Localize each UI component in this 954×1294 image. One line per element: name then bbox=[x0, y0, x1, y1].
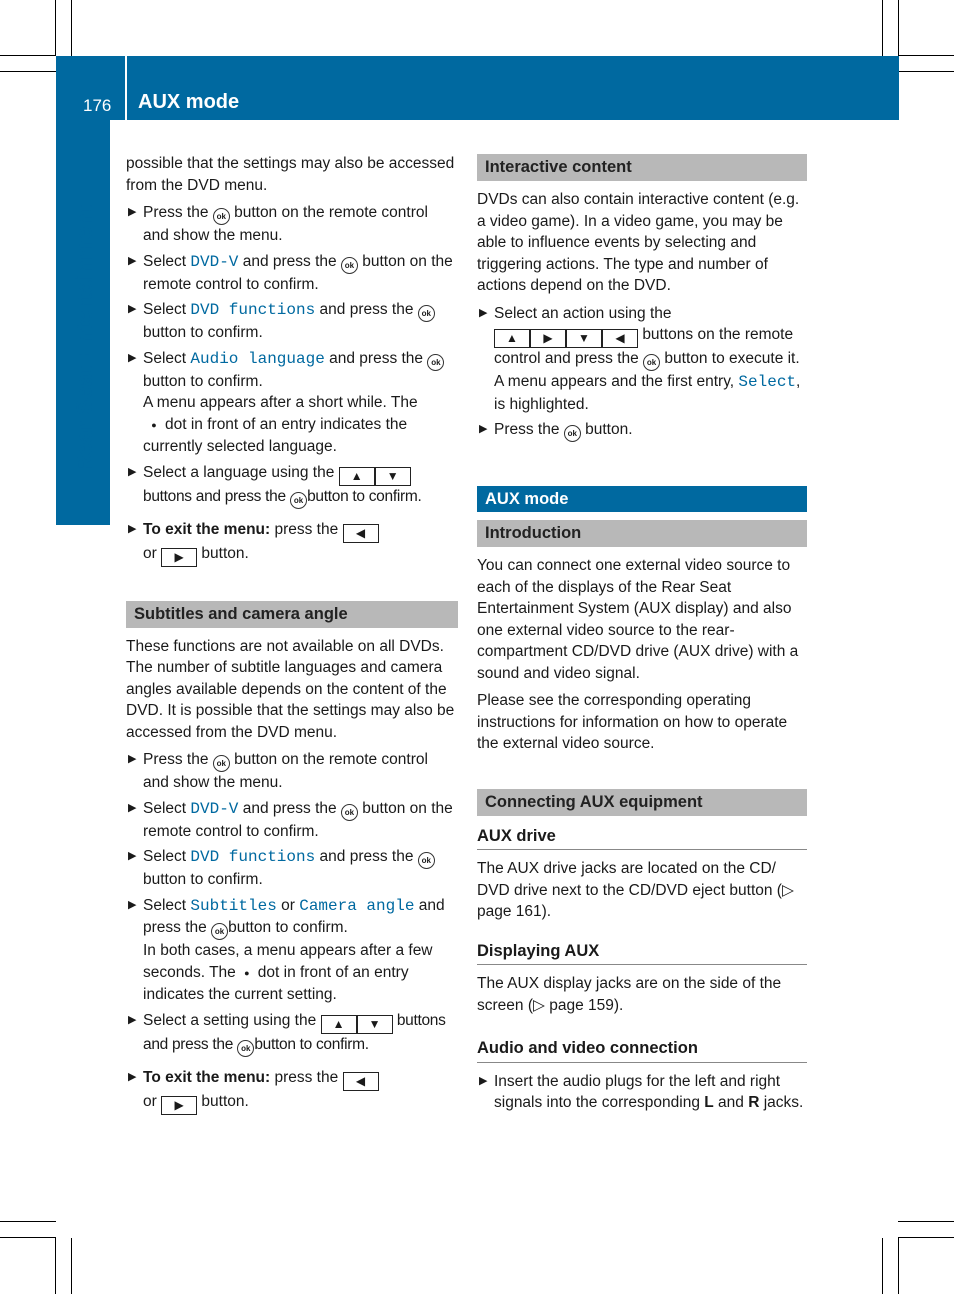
step-triangle-icon: ▶ bbox=[128, 351, 137, 364]
menu-item-code: Select bbox=[738, 373, 797, 391]
right-key-icon: ▶ bbox=[161, 548, 197, 567]
section-heading-main: AUX mode bbox=[477, 486, 807, 512]
crop-mark bbox=[898, 1237, 954, 1238]
crop-mark bbox=[71, 0, 72, 56]
ok-button-icon: ok bbox=[564, 425, 581, 442]
ok-button-icon: ok bbox=[290, 492, 307, 509]
step: ▶ Select DVD functions and press the ok button to confirm. bbox=[126, 846, 458, 891]
down-key-icon: ▼ bbox=[357, 1015, 393, 1034]
step: ▶ Select a setting using the ▲ ▼ buttons and press the ok button to confirm. bbox=[126, 1010, 458, 1057]
paragraph: The AUX display jacks are on the side of the screen (▷ page 159). bbox=[477, 975, 782, 1014]
crop-mark bbox=[0, 71, 56, 72]
step: ▶ Select DVD-V and press the ok button on the remote control to confirm. bbox=[128, 252, 453, 293]
left-column bbox=[126, 153, 458, 1119]
step-triangle-icon: ▶ bbox=[128, 522, 137, 535]
menu-item-code: Subtitles bbox=[190, 896, 277, 915]
subheading: Audio and video connection bbox=[477, 1038, 807, 1063]
step: ▶ Press the ok button on the remote control and show the menu. bbox=[128, 204, 428, 244]
crop-mark bbox=[898, 71, 954, 72]
ok-button-icon: ok bbox=[211, 923, 228, 940]
step-triangle-icon: ▶ bbox=[128, 753, 137, 765]
ok-button-icon: ok bbox=[213, 208, 230, 225]
page-title: AUX mode bbox=[138, 91, 240, 113]
paragraph: Please see the corresponding operating instructions for information on how to operate the external video source. bbox=[477, 692, 788, 752]
crop-mark bbox=[898, 1238, 899, 1294]
crop-mark bbox=[55, 0, 56, 56]
side-section-label: Rear Seat Entertainment bbox=[71, 204, 97, 472]
menu-item-code: DVD-V bbox=[190, 799, 239, 818]
step-triangle-icon: ▶ bbox=[128, 898, 137, 911]
menu-item-code: DVD functions bbox=[190, 301, 316, 319]
menu-item-code: Camera angle bbox=[299, 896, 415, 915]
up-key-icon: ▲ bbox=[494, 329, 530, 348]
step-triangle-icon: ▶ bbox=[479, 1074, 488, 1087]
page-number: 176 bbox=[83, 96, 112, 115]
crop-mark bbox=[55, 1238, 56, 1294]
step-triangle-icon: ▶ bbox=[128, 850, 137, 862]
ok-button-icon: ok bbox=[237, 1040, 254, 1057]
menu-item-code: Audio language bbox=[190, 349, 325, 368]
step: ▶ Select Subtitles or Camera angle and press the ok button to confirm. In both cases, a menu appears after a few seconds. The ● dot in front of an entry indicates the current setting. bbox=[128, 896, 445, 1003]
left-key-icon: ◀ bbox=[343, 1072, 379, 1091]
crop-mark bbox=[898, 55, 954, 56]
paragraph: You can connect one external video source to each of the displays of the Rear Seat Entertainment System (AUX display) and also one external video source to the rear-compartment CD/DVD drive (AUX drive) with a sound and video signal. bbox=[477, 557, 799, 682]
step: ▶ Select DVD-V and press the ok button on the remote control to confirm. bbox=[128, 799, 453, 840]
right-key-icon: ▶ bbox=[530, 329, 566, 348]
step: ▶ Press the ok button. bbox=[477, 419, 807, 442]
paragraph: These functions are not available on all DVDs. The number of subtitle languages and camera angles available depends on the content of the DVD. It is possible that the settings may also be accessed from the DVD menu. bbox=[126, 637, 455, 741]
ok-button-icon: ok bbox=[427, 354, 444, 371]
crop-mark bbox=[882, 1238, 883, 1294]
subheading: Displaying AUX bbox=[477, 941, 807, 966]
ok-button-icon: ok bbox=[418, 852, 435, 869]
step: ▶ Insert the audio plugs for the left and right signals into the corresponding L and R jacks. bbox=[479, 1072, 804, 1111]
crop-mark bbox=[71, 1238, 72, 1294]
subheading: AUX drive bbox=[477, 826, 807, 851]
step-triangle-icon: ▶ bbox=[128, 1070, 137, 1083]
right-column bbox=[477, 154, 807, 1118]
intro-text: possible that the settings may also be accessed from the DVD menu. bbox=[126, 155, 455, 194]
up-key-icon: ▲ bbox=[339, 467, 375, 486]
section-heading: Interactive content bbox=[477, 154, 807, 181]
ok-button-icon: ok bbox=[643, 354, 660, 371]
step-triangle-icon: ▶ bbox=[128, 206, 137, 218]
paragraph: The AUX drive jacks are located on the CD/ DVD drive next to the CD/DVD eject button (▷ page 161). bbox=[477, 860, 794, 920]
step-triangle-icon: ▶ bbox=[128, 801, 137, 814]
ok-button-icon: ok bbox=[213, 755, 230, 772]
header-divider bbox=[125, 56, 127, 120]
step-triangle-icon: ▶ bbox=[128, 254, 137, 267]
down-key-icon: ▼ bbox=[375, 467, 411, 486]
ok-button-icon: ok bbox=[341, 257, 358, 274]
step: ▶ To exit the menu: press the ◀ or ▶ button. bbox=[126, 1067, 458, 1115]
section-heading: Introduction bbox=[477, 520, 807, 547]
step-triangle-icon: ▶ bbox=[128, 303, 137, 315]
left-key-icon: ◀ bbox=[602, 329, 638, 348]
crop-mark bbox=[0, 1237, 56, 1238]
crop-mark bbox=[0, 55, 56, 56]
step-triangle-icon: ▶ bbox=[128, 1013, 137, 1026]
section-heading: Subtitles and camera angle bbox=[126, 601, 458, 628]
left-key-icon: ◀ bbox=[343, 524, 379, 543]
right-key-icon: ▶ bbox=[161, 1096, 197, 1115]
paragraph: DVDs can also contain interactive content (e.g. a video game). In a video game, you may be able to influence events by selecting and triggering actions. The type and number of actions depend on the DVD. bbox=[477, 191, 800, 294]
step: ▶ Select DVD functions and press the ok button to confirm. bbox=[126, 299, 458, 344]
up-key-icon: ▲ bbox=[321, 1015, 357, 1034]
step: ▶ To exit the menu: press the ◀ or ▶ button. bbox=[126, 519, 458, 567]
bullet-icon: ● bbox=[151, 419, 157, 430]
menu-item-code: DVD-V bbox=[190, 252, 239, 271]
step-triangle-icon: ▶ bbox=[128, 465, 137, 478]
crop-mark bbox=[898, 0, 899, 56]
down-key-icon: ▼ bbox=[566, 329, 602, 348]
bullet-icon: ● bbox=[244, 967, 250, 978]
ok-button-icon: ok bbox=[418, 305, 435, 322]
step: ▶ Select a language using the ▲ ▼ buttons and press the ok button to confirm. bbox=[126, 462, 458, 509]
step-triangle-icon: ▶ bbox=[479, 306, 488, 319]
crop-mark bbox=[898, 1221, 954, 1222]
menu-item-code: DVD functions bbox=[190, 848, 316, 866]
crop-mark bbox=[882, 0, 883, 56]
step: ▶ Select Audio language and press the ok button to confirm. A menu appears after a short while. The ● dot in front of an entry indicates the currently selected language. bbox=[126, 348, 458, 458]
section-heading: Connecting AUX equipment bbox=[477, 789, 807, 816]
step: ▶ Press the ok button on the remote control and show the menu. bbox=[128, 751, 428, 791]
step: ▶ Select an action using the ▲ ▶ ▼ ◀ buttons on the remote control and press the ok button to execute it. A menu appears and the first entry, Select, is highlighted. bbox=[479, 304, 801, 413]
step-triangle-icon: ▶ bbox=[479, 423, 488, 435]
crop-mark bbox=[0, 1221, 56, 1222]
ok-button-icon: ok bbox=[341, 804, 358, 821]
